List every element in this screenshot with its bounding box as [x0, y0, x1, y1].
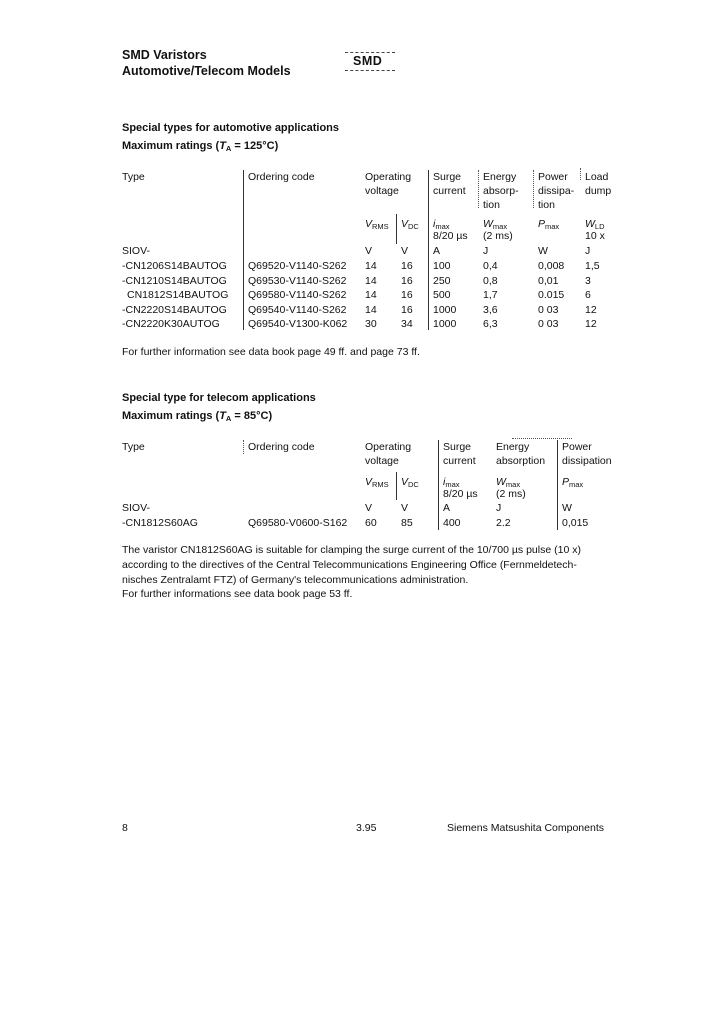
unit-siov: SIOV-	[122, 502, 151, 514]
footer-date: 3.95	[356, 822, 377, 834]
pmax-cell: 0,008	[538, 260, 565, 272]
table-row: -CN1206S14BAUTOG	[122, 260, 227, 272]
title-line-2: Automotive/Telecom Models	[122, 64, 291, 78]
wmax-cell: 2.2	[496, 517, 511, 529]
smd-logo-text: SMD	[353, 54, 383, 68]
smd-logo	[345, 51, 397, 73]
ordering-code-cell: Q69540-V1300-K062	[248, 318, 348, 330]
table-row: -CN2220S14BAUTOG	[122, 304, 227, 316]
unit-siov: SIOV-	[122, 245, 151, 257]
wmax-cell: 1,7	[483, 289, 498, 301]
wmax-cell: 0,4	[483, 260, 498, 272]
sym-wmax-cond: (2 ms)	[483, 230, 513, 242]
wld-cell: 6	[585, 289, 591, 301]
imax-cell: 250	[433, 275, 451, 287]
vrms-cell: 14	[365, 275, 377, 287]
telecom-paragraph-line-2: according to the directives of the Central Telecommunications Engineering Office (Fernmeldetech-	[122, 559, 577, 571]
col-type-header: Type	[122, 441, 145, 453]
ordering-code-cell: Q69580-V0600-S162	[248, 517, 348, 529]
wld-cell: 3	[585, 275, 591, 287]
vdc-cell: 16	[401, 289, 413, 301]
wmax-cell: 6,3	[483, 318, 498, 330]
vrms-cell: 14	[365, 304, 377, 316]
sym-vrms: $V_{RMS}$	[365, 476, 389, 489]
vrms-cell: 30	[365, 318, 377, 330]
vrms-cell: 14	[365, 289, 377, 301]
unit-vdc: V	[401, 502, 409, 514]
wld-cell: 12	[585, 318, 597, 330]
col-power-header: Power	[562, 441, 592, 453]
vdc-cell: 16	[401, 275, 413, 287]
col-surge-header: Surge	[433, 171, 462, 183]
col-dump-header: dump	[585, 185, 612, 197]
col-dissipation-header: dissipation	[562, 455, 612, 467]
col-tion-header: tion	[483, 199, 500, 211]
col-energy-header: Energy	[496, 441, 530, 453]
ordering-code-cell: Q69580-V1140-S262	[248, 289, 347, 301]
col-dissipa-tion-header: tion	[538, 199, 555, 211]
automotive-ratings: Maximum ratings $(T_A = 125^\circ C)$	[122, 140, 279, 153]
footer-company: Siemens Matsushita Components	[447, 822, 604, 834]
unit-j: J	[496, 502, 502, 514]
ordering-code-cell: Q69530-V1140-S262	[248, 275, 347, 287]
table-row: CN1812S14BAUTOG	[127, 289, 229, 301]
telecom-paragraph-line-3: nisches Zentralamt FTZ) of Germany's telecommunications administration.	[122, 574, 469, 586]
col-current-header: current	[433, 185, 466, 197]
vdc-cell: 85	[401, 517, 413, 529]
pmax-cell: 0 03	[538, 304, 559, 316]
col-type-header: Type	[122, 171, 145, 183]
table-row: -CN2220K30AUTOG	[122, 318, 220, 330]
table-row: -CN1210S14BAUTOG	[122, 275, 227, 287]
imax-cell: 500	[433, 289, 451, 301]
imax-cell: 1000	[433, 304, 457, 316]
vdc-cell: 16	[401, 304, 413, 316]
unit-w: W	[562, 502, 572, 514]
pmax-cell: 0.015	[538, 289, 565, 301]
unit-a: A	[443, 502, 451, 514]
telecom-heading: Special type for telecom applications	[122, 392, 316, 404]
pmax-cell: 0,015	[562, 517, 589, 529]
col-surge-header: Surge	[443, 441, 472, 453]
vdc-cell: 16	[401, 260, 413, 272]
vdc-cell: 34	[401, 318, 413, 330]
ordering-code-cell: Q69540-V1140-S262	[248, 304, 347, 316]
col-ordering-code-header: Ordering code	[248, 171, 315, 183]
sym-pmax: $P_{max}$	[562, 476, 584, 489]
col-load-header: Load	[585, 171, 609, 183]
imax-cell: 1000	[433, 318, 457, 330]
sym-wmax-cond: (2 ms)	[496, 488, 526, 500]
sym-wmax: $W_{max}$	[496, 476, 521, 489]
sym-imax-cond: 8/20 µs	[443, 488, 478, 500]
sym-vdc: $V_{DC}$	[401, 218, 419, 231]
telecom-paragraph-line-4: For further informations see data book page 53 ff.	[122, 588, 353, 600]
col-current-header: current	[443, 455, 476, 467]
telecom-ratings: Maximum ratings $(T_A = 85^\circ C)$	[122, 410, 273, 423]
pmax-cell: 0 03	[538, 318, 559, 330]
footer-page-number: 8	[122, 822, 128, 834]
sym-wld: $W_{LD}$	[585, 218, 605, 231]
col-operating-header: Operating	[365, 171, 412, 183]
imax-cell: 100	[433, 260, 451, 272]
sym-wmax: $W_{max}$	[483, 218, 508, 231]
sym-imax-cond: 8/20 µs	[433, 230, 468, 242]
col-energy-header: Energy	[483, 171, 517, 183]
vrms-cell: 14	[365, 260, 377, 272]
pmax-cell: 0,01	[538, 275, 559, 287]
wld-cell: 1,5	[585, 260, 600, 272]
wld-cell: 12	[585, 304, 597, 316]
sym-vdc: $V_{DC}$	[401, 476, 419, 489]
ordering-code-cell: Q69520-V1140-S262	[248, 260, 347, 272]
sym-imax: $i_{max}$	[433, 218, 450, 231]
imax-cell: 400	[443, 517, 461, 529]
sym-imax: $i_{max}$	[443, 476, 460, 489]
sym-wld-cond: 10 x	[585, 230, 605, 242]
unit-vrms: V	[365, 502, 373, 514]
wmax-cell: 0,8	[483, 275, 498, 287]
col-voltage-header: voltage	[365, 455, 399, 467]
automotive-heading: Special types for automotive applications	[122, 122, 339, 134]
title-line-1: SMD Varistors	[122, 48, 207, 62]
unit-j: J	[483, 245, 489, 257]
sym-pmax: $P_{max}$	[538, 218, 560, 231]
table-row: -CN1812S60AG	[122, 517, 198, 529]
col-dissipa-header: dissipa-	[538, 185, 575, 197]
col-ordering-code-header: Ordering code	[248, 441, 315, 453]
unit-a: A	[433, 245, 441, 257]
col-operating-header: Operating	[365, 441, 412, 453]
col-absorption-header: absorption	[496, 455, 546, 467]
unit-vrms: V	[365, 245, 373, 257]
unit-vdc: V	[401, 245, 409, 257]
sym-vrms: $V_{RMS}$	[365, 218, 389, 231]
col-voltage-header: voltage	[365, 185, 399, 197]
col-power-header: Power	[538, 171, 568, 183]
vrms-cell: 60	[365, 517, 377, 529]
telecom-paragraph-line-1: The varistor CN1812S60AG is suitable for clamping the surge current of the 10/700 µs pulse (10 x)	[122, 544, 581, 556]
wmax-cell: 3,6	[483, 304, 498, 316]
automotive-footnote: For further information see data book page 49 ff. and page 73 ff.	[122, 346, 420, 358]
unit-j-load: J	[585, 245, 591, 257]
col-absorp-header: absorp-	[483, 185, 519, 197]
unit-w: W	[538, 245, 548, 257]
